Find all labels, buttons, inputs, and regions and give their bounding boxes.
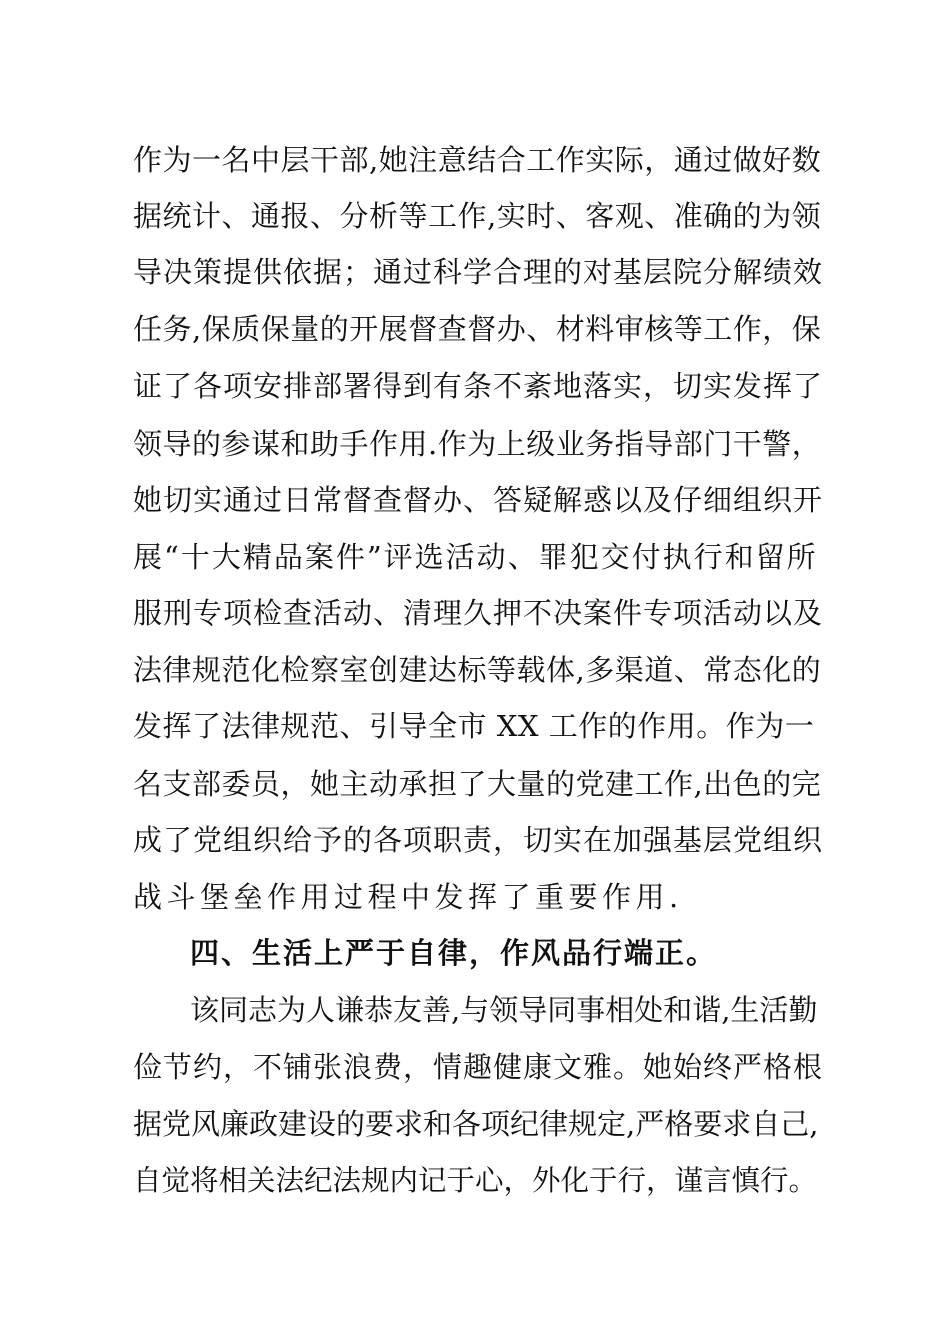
paragraph-line: 服刑专项检查活动、清理久押不决案件专项活动以及 [133, 596, 824, 630]
paragraph-line: 战斗堡垒作用过程中发挥了重要作用. [133, 880, 683, 914]
paragraph-line: 名支部委员，她主动承担了大量的党建工作,出色的完 [133, 767, 822, 801]
section-heading: 四、生活上严于自律，作风品行端正。 [190, 936, 718, 970]
paragraph-line: 任务,保质保量的开展督查督办、材料审核等工作，保 [133, 312, 822, 346]
paragraph-line: 作为一名中层干部,她注意结合工作实际，通过做好数 [133, 143, 822, 177]
paragraph-line: 领导的参谋和助手作用.作为上级业务指导部门干警， [133, 427, 822, 461]
paragraph-line: 据统计、通报、分析等工作,实时、客观、准确的为领 [133, 199, 822, 233]
paragraph-line: 导决策提供依据；通过科学合理的对基层院分解绩效 [133, 255, 824, 289]
paragraph-line: 俭节约，不铺张浪费，情趣健康文雅。她始终严格根 [133, 1050, 824, 1084]
paragraph-line: 该同志为人谦恭友善,与领导同事相处和谐,生活勤 [190, 993, 818, 1027]
paragraph-line: 法律规范化检察室创建达标等载体,多渠道、常态化的 [133, 653, 822, 687]
paragraph-line: 成了党组织给予的各项职责，切实在加强基层党组织 [133, 823, 824, 857]
paragraph-line: 展“十大精品案件”评选活动、罪犯交付执行和留所 [133, 540, 818, 574]
paragraph-line: 证了各项安排部署得到有条不紊地落实，切实发挥了 [133, 369, 824, 403]
paragraph-line: 她切实通过日常督查督办、答疑解惑以及仔细组织开 [133, 483, 824, 517]
paragraph-line: 据党风廉政建设的要求和各项纪律规定,严格要求自己, [133, 1107, 819, 1141]
paragraph-line: 发挥了法律规范、引导全市 XX 工作的作用。作为一 [133, 709, 815, 743]
paragraph-line: 自觉将相关法纪法规内记于心，外化于行，谨言慎行。 [133, 1164, 818, 1197]
